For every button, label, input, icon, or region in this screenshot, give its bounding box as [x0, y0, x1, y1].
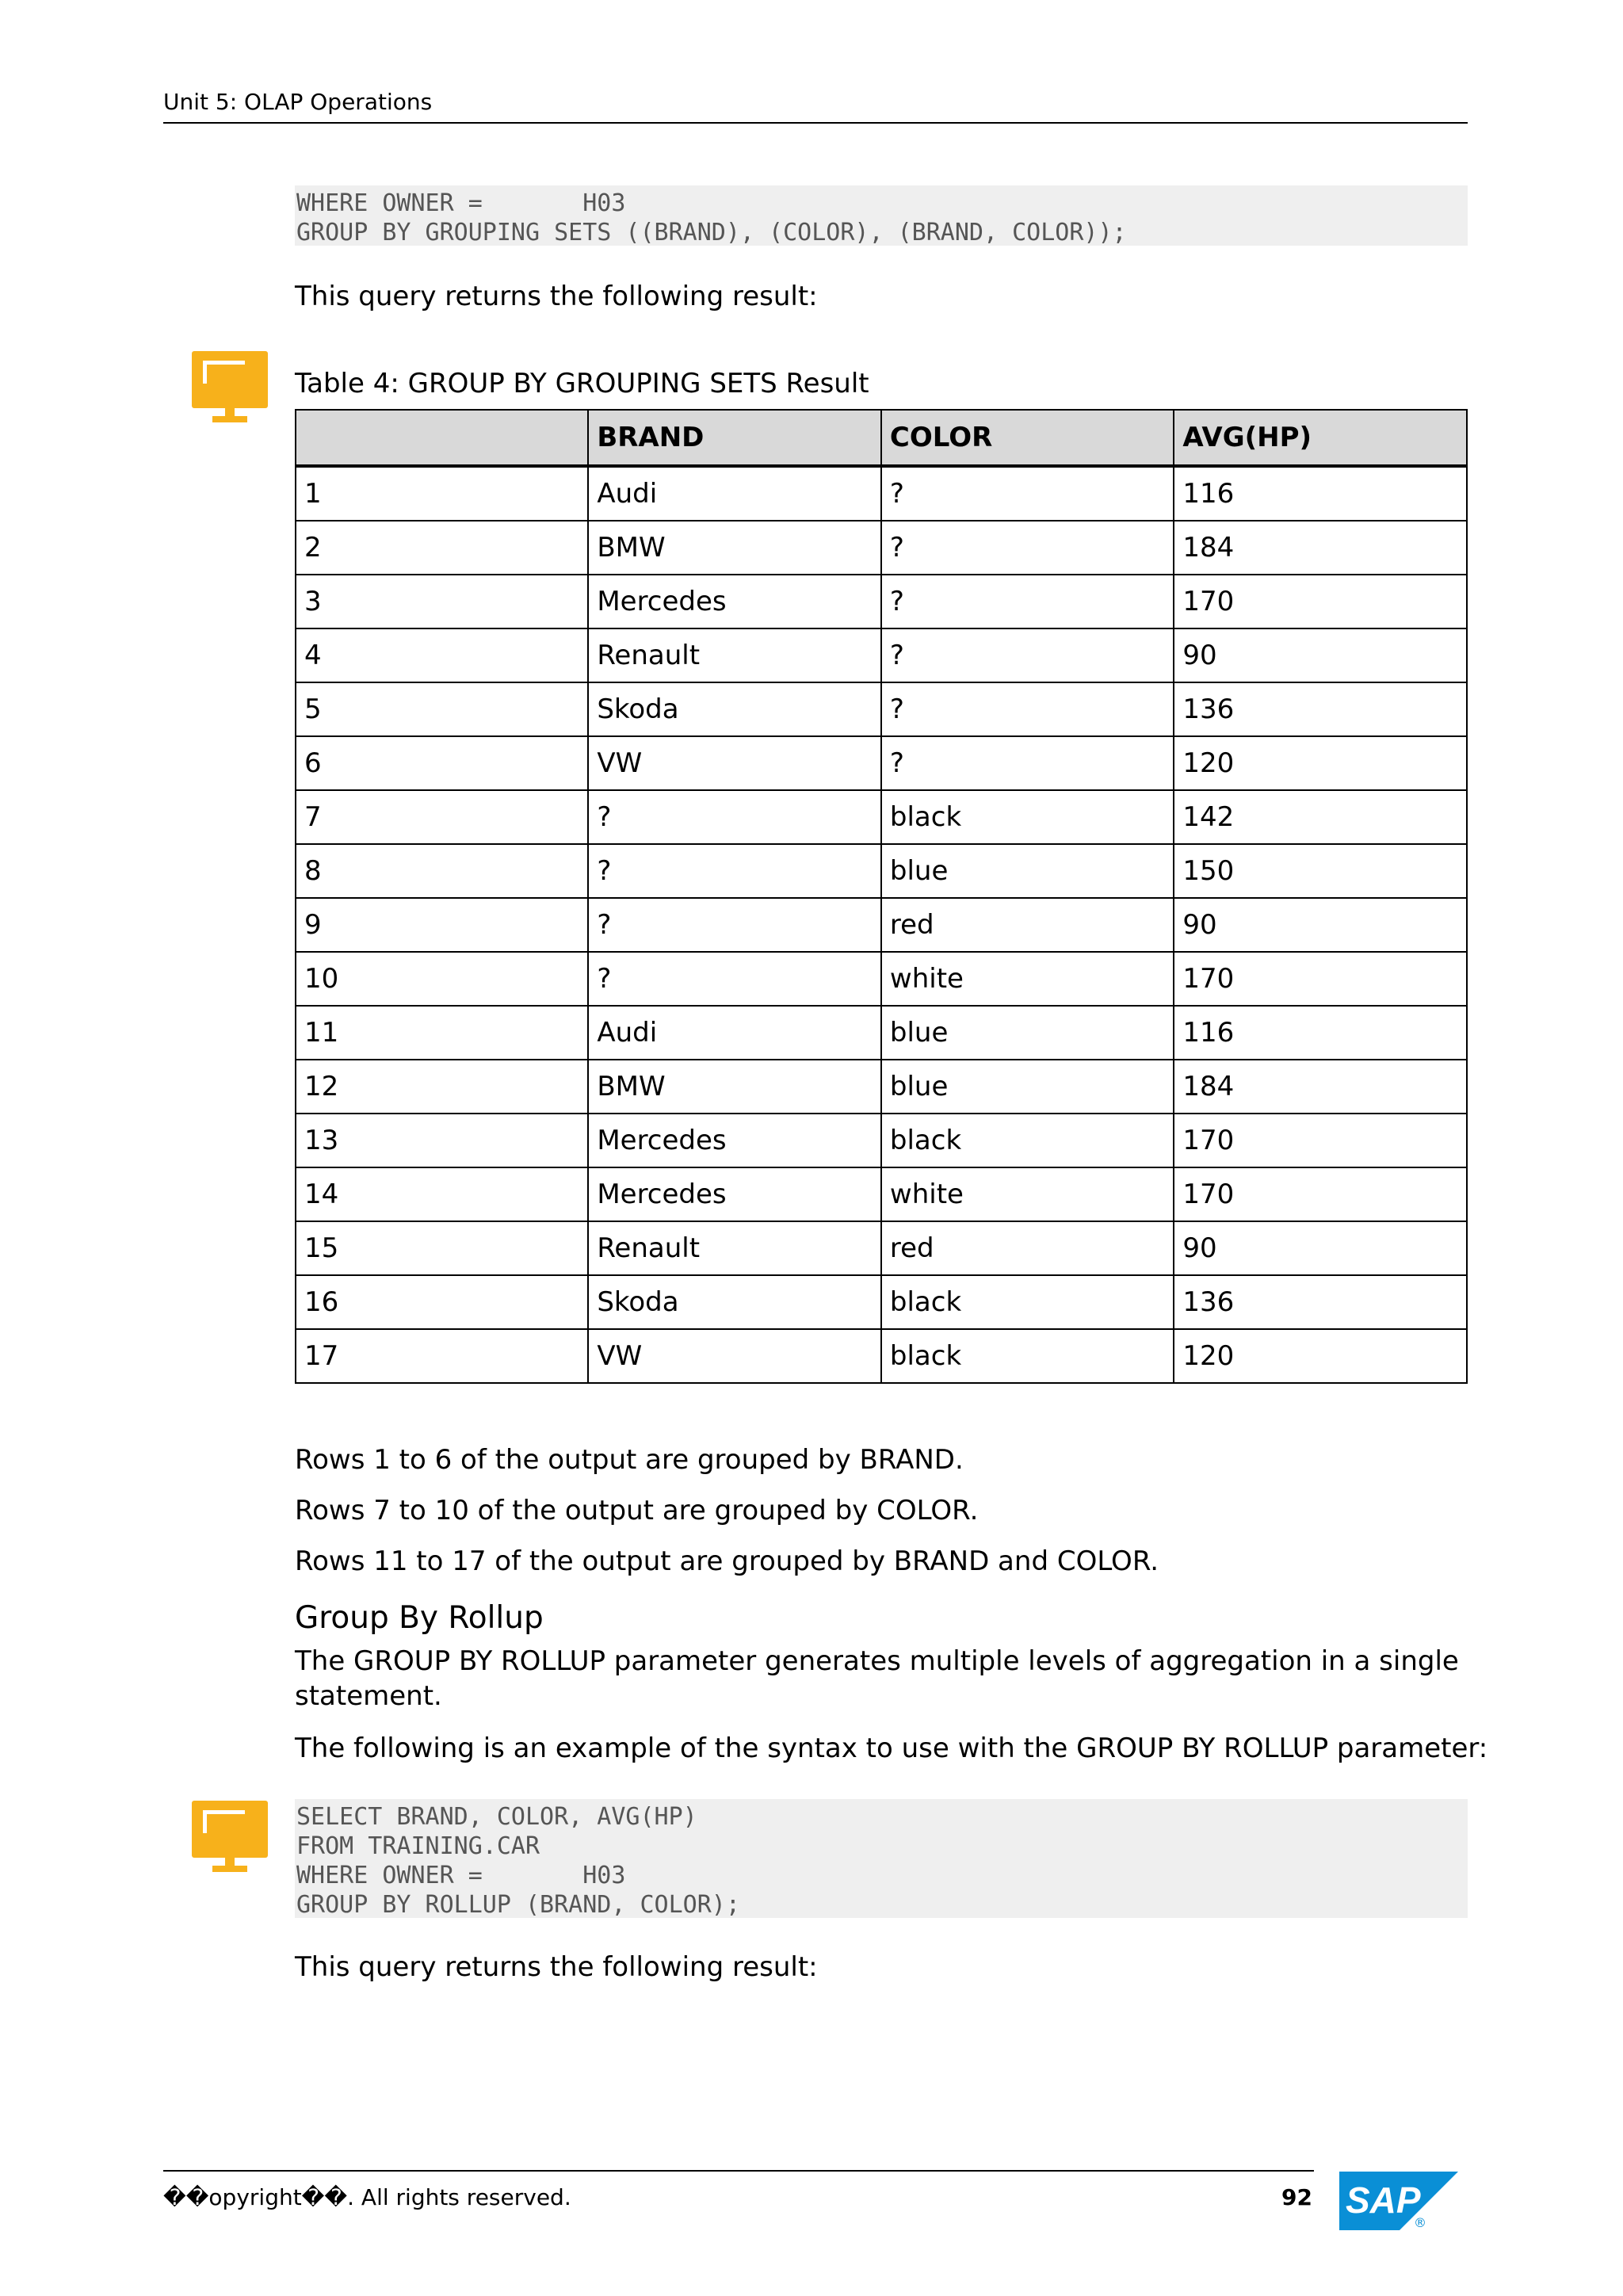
column-header	[296, 410, 588, 466]
code-block-rollup	[295, 1799, 1468, 1918]
table-cell: Skoda	[588, 682, 881, 736]
table-cell: 3	[296, 575, 588, 628]
table-row	[296, 682, 1467, 736]
code-line: SELECT BRAND, COLOR, AVG(HP)	[296, 1803, 697, 1831]
table-row	[296, 952, 1467, 1006]
table-cell: 16	[296, 1275, 588, 1329]
table-cell: black	[881, 790, 1174, 844]
table-cell: ?	[881, 466, 1174, 521]
note-text: Rows 11 to 17 of the output are grouped by BRAND and COLOR.	[295, 1545, 1159, 1577]
note-text: Rows 1 to 6 of the output are grouped by BRAND.	[295, 1444, 964, 1476]
table-row	[296, 1221, 1467, 1275]
table-cell: 13	[296, 1114, 588, 1167]
table-cell: black	[881, 1275, 1174, 1329]
monitor-icon	[192, 351, 268, 424]
table-cell: 120	[1174, 1329, 1467, 1383]
table-cell: 136	[1174, 1275, 1467, 1329]
table-cell: ?	[881, 682, 1174, 736]
table-cell: 11	[296, 1006, 588, 1060]
table-cell: Renault	[588, 628, 881, 682]
table-row	[296, 1114, 1467, 1167]
table-cell: BMW	[588, 1060, 881, 1114]
table-cell: white	[881, 1167, 1174, 1221]
table-row	[296, 1167, 1467, 1221]
table-cell: blue	[881, 1060, 1174, 1114]
table-row	[296, 736, 1467, 790]
table-cell: 170	[1174, 1167, 1467, 1221]
table-cell: ?	[881, 736, 1174, 790]
table-cell: black	[881, 1329, 1174, 1383]
table-cell: 5	[296, 682, 588, 736]
table-cell: ?	[881, 521, 1174, 575]
table-cell: BMW	[588, 521, 881, 575]
note-text: Rows 7 to 10 of the output are grouped by COLOR.	[295, 1495, 979, 1526]
table-cell: 120	[1174, 736, 1467, 790]
table-cell: Renault	[588, 1221, 881, 1275]
table-cell: VW	[588, 736, 881, 790]
table-cell: 7	[296, 790, 588, 844]
table-cell: ?	[588, 790, 881, 844]
table-cell: VW	[588, 1329, 881, 1383]
table-cell: 12	[296, 1060, 588, 1114]
table-cell: 142	[1174, 790, 1467, 844]
table-cell: ?	[588, 844, 881, 898]
table-cell: 150	[1174, 844, 1467, 898]
code-line: GROUP BY ROLLUP (BRAND, COLOR);	[296, 1891, 740, 1919]
table-row	[296, 1329, 1467, 1383]
table-cell: blue	[881, 844, 1174, 898]
unit-title: Unit 5: OLAP Operations	[163, 89, 433, 115]
section-heading: Group By Rollup	[295, 1600, 544, 1636]
result-intro-text: This query returns the following result:	[295, 1951, 818, 1983]
table-row	[296, 466, 1467, 521]
table-cell: 4	[296, 628, 588, 682]
table-row	[296, 575, 1467, 628]
table-cell: 170	[1174, 1114, 1467, 1167]
code-line: WHERE OWNER = H03	[296, 1862, 626, 1889]
table-header-row	[296, 410, 1467, 466]
footer-rule	[163, 2170, 1314, 2172]
page-number: 92	[1281, 2184, 1312, 2210]
table-cell: 184	[1174, 1060, 1467, 1114]
column-header: AVG(HP)	[1174, 410, 1467, 466]
table-cell: blue	[881, 1006, 1174, 1060]
table-cell: 8	[296, 844, 588, 898]
column-header: BRAND	[588, 410, 881, 466]
table-cell: red	[881, 1221, 1174, 1275]
table-cell: 184	[1174, 521, 1467, 575]
table-cell: Audi	[588, 466, 881, 521]
section-paragraph: The following is an example of the syntax to use with the GROUP BY ROLLUP parameter:	[295, 1733, 1488, 1764]
table-cell: ?	[588, 898, 881, 952]
page-header	[163, 87, 1468, 124]
table-cell: Mercedes	[588, 1167, 881, 1221]
table-caption: Table 4: GROUP BY GROUPING SETS Result	[295, 368, 869, 399]
table-cell: red	[881, 898, 1174, 952]
table-cell: 90	[1174, 1221, 1467, 1275]
table-cell: 116	[1174, 466, 1467, 521]
table-row	[296, 521, 1467, 575]
code-line: GROUP BY GROUPING SETS ((BRAND), (COLOR), (BRAND, COLOR));	[296, 219, 1127, 246]
table-cell: 14	[296, 1167, 588, 1221]
table-cell: black	[881, 1114, 1174, 1167]
column-header: COLOR	[881, 410, 1174, 466]
table-cell: 136	[1174, 682, 1467, 736]
copyright-text: ��opyright��. All rights reserved.	[163, 2184, 571, 2210]
table-cell: Audi	[588, 1006, 881, 1060]
grouping-sets-result-table	[295, 409, 1468, 1384]
code-line: WHERE OWNER = H03	[296, 189, 626, 217]
table-row	[296, 898, 1467, 952]
monitor-icon	[192, 1801, 268, 1874]
table-cell: Skoda	[588, 1275, 881, 1329]
section-paragraph: The GROUP BY ROLLUP parameter generates multiple levels of aggregation in a single statement.	[295, 1645, 1459, 1712]
code-block-grouping-sets	[295, 185, 1468, 246]
table-cell: 17	[296, 1329, 588, 1383]
table-cell: 10	[296, 952, 588, 1006]
table-cell: 90	[1174, 628, 1467, 682]
table-row	[296, 628, 1467, 682]
table-cell: Mercedes	[588, 1114, 881, 1167]
sap-logo-text: SAP	[1346, 2179, 1421, 2221]
table-cell: 9	[296, 898, 588, 952]
table-cell: 1	[296, 466, 588, 521]
table-cell: ?	[881, 628, 1174, 682]
code-line: FROM TRAINING.CAR	[296, 1832, 540, 1860]
sap-logo	[1339, 2172, 1458, 2230]
svg-text:®: ®	[1414, 2215, 1426, 2230]
table-cell: ?	[881, 575, 1174, 628]
table-cell: 170	[1174, 575, 1467, 628]
table-row	[296, 1275, 1467, 1329]
table-row	[296, 1006, 1467, 1060]
table-cell: white	[881, 952, 1174, 1006]
table-cell: 90	[1174, 898, 1467, 952]
table-cell: 170	[1174, 952, 1467, 1006]
table-row	[296, 844, 1467, 898]
table-cell: Mercedes	[588, 575, 881, 628]
table-cell: 116	[1174, 1006, 1467, 1060]
table-cell: 2	[296, 521, 588, 575]
table-cell: 6	[296, 736, 588, 790]
table-row	[296, 1060, 1467, 1114]
table-cell: ?	[588, 952, 881, 1006]
table-cell: 15	[296, 1221, 588, 1275]
table-row	[296, 790, 1467, 844]
result-intro-text: This query returns the following result:	[295, 281, 818, 312]
